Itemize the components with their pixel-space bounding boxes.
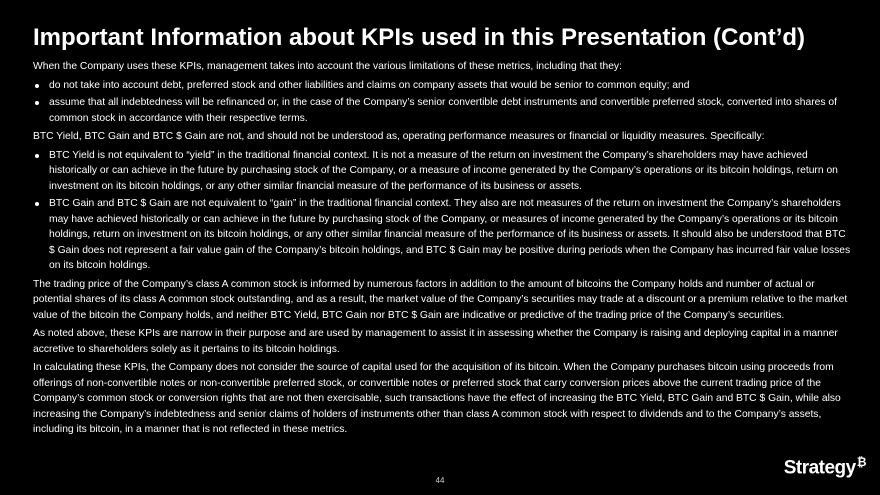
noted-above-paragraph: As noted above, these KPIs are narrow in their purpose and are used by management to assist it in assessing whether the Company is raising and deploying capital in a manner accretive to shareholders solely as it pertains to its bitcoin holdings.	[33, 328, 838, 355]
list-item: BTC Gain and BTC $ Gain are not equivalent to “gain” in the traditional financial context. They also are not measures of the return on investment the Company’s shareholders may have achieved historically or can achieve in the future by purchasing stock of the Company, or measures of income generated by the Company’s operations or its bitcoin holdings, return on investment on its bitcoin holdings, or any other similar financial measure of the performance of its business or assets. It should also be understood that BTC $ Gain does not represent a fair value gain of the Company’s bitcoin holdings, and BTC $ Gain may be positive during periods when the Company has incurred fair value losses on its bitcoin holdings.	[49, 196, 853, 274]
body-content	[33, 59, 853, 441]
list-item: do not take into account debt, preferred stock and other liabilities and claims on company assets that would be senior to common equity; and	[49, 78, 853, 94]
limitations-list	[33, 78, 853, 127]
trading-price-paragraph: The trading price of the Company’s class A common stock is informed by numerous factors in addition to the amount of bitcoins the Company holds and number of actual or potential shares of its class A common stock outstanding, and as a result, the market value of the Company’s securities may trade at a discount or a premium relative to the market value of the bitcoin the Company holds, and neither BTC Yield, BTC Gain nor BTC $ Gain are indicative or predictive of the trading price of the Company’s securities.	[33, 278, 848, 321]
list-item: BTC Yield is not equivalent to “yield” in the traditional financial context. It is not a measure of the return on investment the Company’s shareholders may have achieved historically or can achieve in the future by purchasing stock of the Company, or a measure of income generated by the Company’s operations or its bitcoin holdings, return on investment on its bitcoin holdings, or any other similar financial measure of the performance of its business or assets.	[49, 148, 853, 195]
strategy-logo	[784, 455, 866, 479]
specifically-paragraph: BTC Yield, BTC Gain and BTC $ Gain are not, and should not be understood as, operating performance measures or financial or liquidity measures. Specifically:	[33, 131, 765, 142]
calculating-paragraph: In calculating these KPIs, the Company does not consider the source of capital used for the acquisition of its bitcoin. When the Company purchases bitcoin using proceeds from offerings of non-convertible notes or non-convertible preferred stock, or convertible notes or preferred stock that carry conversion prices above the current trading price of the Company’s common stock or conversion rights that are not then exercisable, such transactions have the effect of increasing the BTC Yield, BTC Gain and BTC $ Gain, while also increasing the Company’s indebtedness and senior claims of holders of instruments other than class A common stock with respect to dividends and to the Company’s assets, including its bitcoin, in a manner that is not reflected in these metrics.	[33, 362, 841, 435]
page-number: 44	[435, 476, 445, 485]
intro-paragraph: When the Company uses these KPIs, management takes into account the various limitations of these metrics, including that they:	[33, 61, 622, 72]
page-title: Important Information about KPIs used in this Presentation (Cont’d)	[33, 24, 806, 51]
specifics-list	[33, 148, 853, 274]
list-item: assume that all indebtedness will be refinanced or, in the case of the Company’s senior convertible debt instruments and convertible preferred stock, converted into shares of common stock in accordance with their respective terms.	[49, 95, 853, 126]
logo-text: Strategy	[783, 457, 856, 479]
bitcoin-mark-icon: ₿	[856, 455, 866, 469]
